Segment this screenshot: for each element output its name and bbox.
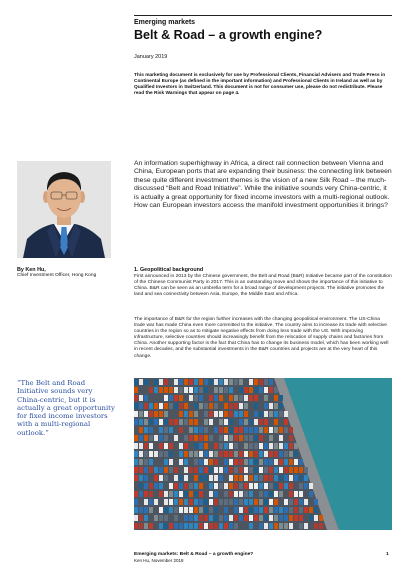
footer-subtitle: Ken Hu, November 2018	[134, 558, 184, 563]
document-date: January 2019	[134, 54, 168, 60]
footer-title: Emerging markets: Belt & Road – a growth engine?	[134, 552, 254, 557]
author-role: Chief Investment Officer, Hong Kong	[17, 273, 97, 278]
pull-quote: “The Belt and Road Initiative sounds very China-centric, but it is actually a great opportunity for fixed income investors with a multi-regional outlook.”	[17, 379, 115, 437]
page-number: 1	[386, 552, 389, 557]
section-heading: 1. Geopolitical background	[134, 267, 204, 273]
body-paragraph: First announced in 2013 by the Chinese government, the Belt and Road (B&R) Initiative became part of the constitution of the Chinese Communist Party in 2017. This is an outstanding move and shows the importance of this initiative to China. B&R can be seen as an umbrella term for a broad range of development projects. The initiative promotes the land and sea connectivity between Asia, Europe, the Middle East and Africa.	[134, 274, 392, 298]
portrait-photo	[17, 161, 111, 258]
author-photo	[17, 161, 111, 258]
document-category: Emerging markets	[134, 19, 196, 26]
container-port-photo	[134, 378, 392, 530]
header-rule	[134, 15, 392, 16]
intro-paragraph: An information superhighway in Africa, a direct rail connection between Vienna and China, European ports that are expanding their business: the connecting link between these quite different investment themes is the vision of a new Silk Road – the much-discussed “Belt and Road Initiative”. While the initiative sounds very China-centric, it is actually a great opportunity for fixed income investors with a multi-regional outlook. How can European investors access the manifold investment opportunities it brings?	[134, 160, 392, 210]
container-port-aerial-photo	[134, 378, 392, 530]
disclaimer-text: This marketing document is exclusively for use by Professional Clients, Financial Advisers and Trade Press in Continental Europe (as defined in the important information) and Professional Clients in Ireland as well as by Qualified Investors in Switzerland. This document is not for consumer use, please do not redistribute. Please read the Risk Warnings that appear on page 4.	[134, 73, 386, 96]
document-title: Belt & Road – a growth engine?	[134, 28, 323, 42]
author-byline: By Ken Hu,	[17, 267, 46, 273]
body-paragraph: The importance of B&R for the region further increases with the changing geopolitical environment. The US-China trade war has made China even more committed to the initiative. The country aims to increase its trade with selective countries in the region so as to mitigate negative effects from doing less trade with the US. With improving infrastructure, selective countries should increasingly benefit from the relocation of supply chains and factories from China. Another supporting factor is the fact that China has to change its business model, which has been working well in recent decades, and the substantial investments in the B&R countries and projects are at the very heart of this change.	[134, 317, 389, 359]
